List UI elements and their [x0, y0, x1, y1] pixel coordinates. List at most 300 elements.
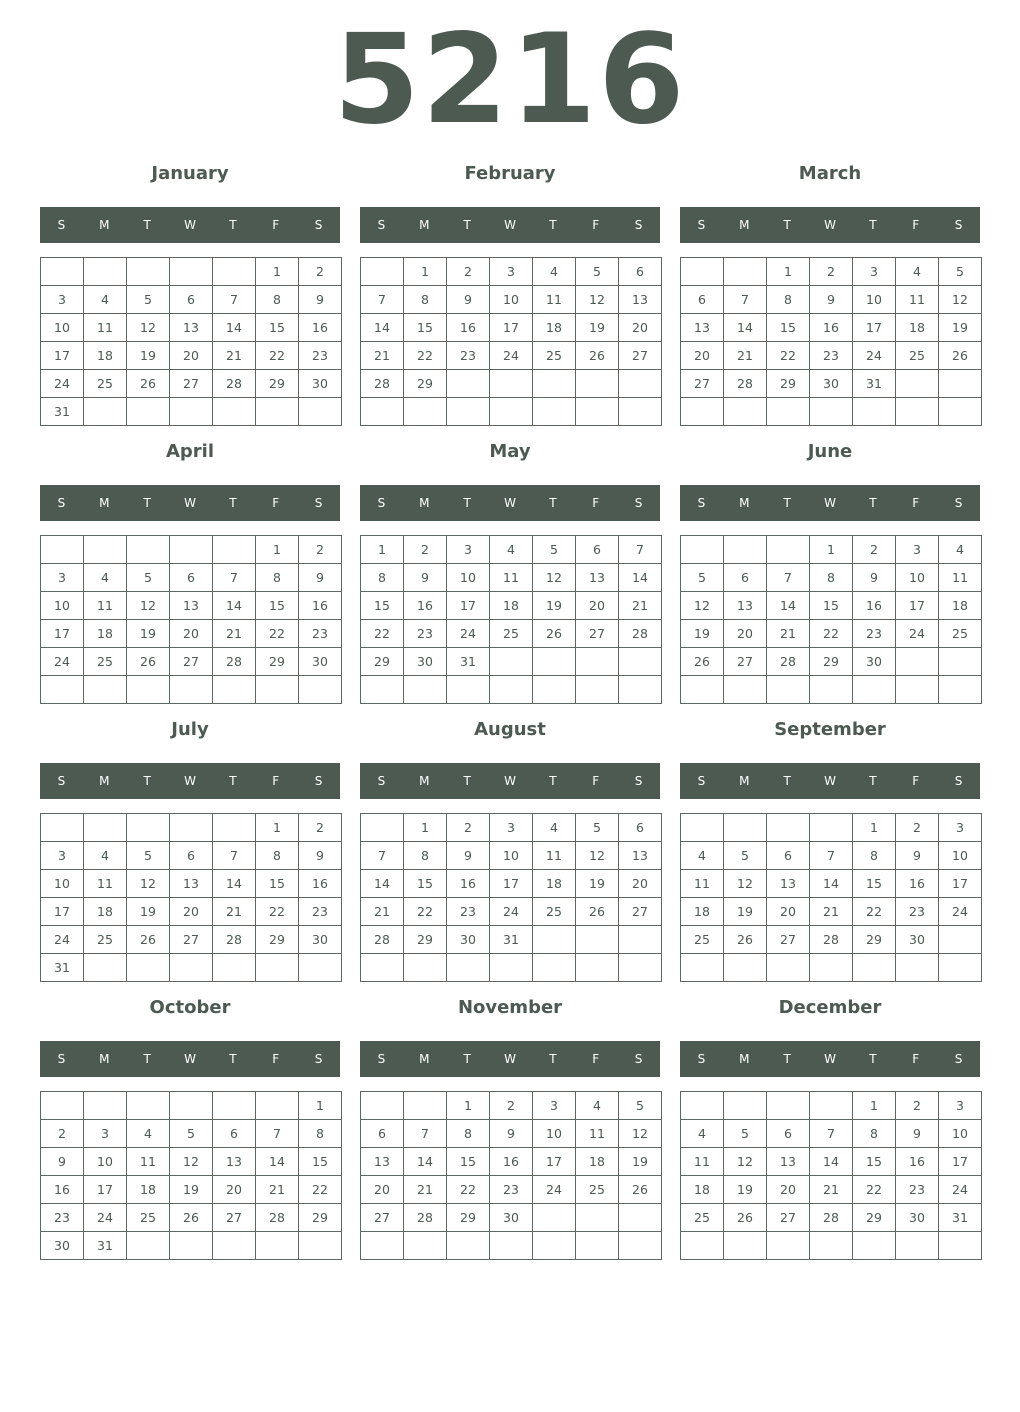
day-cell — [41, 814, 84, 842]
day-cell: 8 — [447, 1120, 490, 1148]
weekday-label: T — [783, 1052, 791, 1066]
day-cell: 5 — [576, 258, 619, 286]
week-row — [41, 648, 342, 676]
day-cell: 11 — [681, 870, 724, 898]
day-cell — [619, 926, 662, 954]
day-cell: 16 — [404, 592, 447, 620]
day-cell: 25 — [939, 620, 982, 648]
day-cell — [853, 676, 896, 704]
day-cell: 11 — [84, 870, 127, 898]
day-cell — [619, 1204, 662, 1232]
month-june — [680, 436, 980, 706]
day-cell: 20 — [170, 620, 213, 648]
day-cell: 24 — [939, 898, 982, 926]
weekday-label: T — [463, 1052, 471, 1066]
day-cell: 21 — [810, 898, 853, 926]
weekday-header — [680, 763, 980, 799]
week-row — [41, 926, 342, 954]
day-cell: 5 — [724, 1120, 767, 1148]
weekday-header — [680, 1041, 980, 1077]
day-cell: 7 — [404, 1120, 447, 1148]
day-cell: 20 — [576, 592, 619, 620]
day-grid — [680, 813, 982, 982]
day-cell — [810, 1092, 853, 1120]
day-cell: 7 — [619, 536, 662, 564]
month-april — [40, 436, 340, 706]
day-cell: 26 — [724, 1204, 767, 1232]
week-row — [41, 314, 342, 342]
day-cell — [84, 258, 127, 286]
week-row — [361, 398, 662, 426]
day-cell: 11 — [939, 564, 982, 592]
day-cell: 21 — [213, 620, 256, 648]
day-cell: 5 — [576, 814, 619, 842]
day-cell: 27 — [213, 1204, 256, 1232]
day-cell: 22 — [256, 342, 299, 370]
week-row — [681, 898, 982, 926]
month-title: January — [151, 163, 229, 184]
day-cell: 4 — [84, 286, 127, 314]
day-cell — [619, 370, 662, 398]
month-july — [40, 714, 340, 984]
day-cell: 22 — [256, 620, 299, 648]
month-january — [40, 158, 340, 428]
day-cell — [404, 676, 447, 704]
day-cell: 1 — [767, 258, 810, 286]
weekday-label: W — [824, 218, 836, 232]
day-cell: 7 — [361, 286, 404, 314]
day-cell: 30 — [853, 648, 896, 676]
day-cell — [681, 814, 724, 842]
weekday-label: F — [912, 774, 920, 788]
day-cell: 20 — [681, 342, 724, 370]
day-cell: 1 — [361, 536, 404, 564]
day-cell: 13 — [681, 314, 724, 342]
weekday-header — [360, 485, 660, 521]
day-cell — [853, 1232, 896, 1260]
day-cell: 24 — [533, 1176, 576, 1204]
day-cell: 20 — [619, 314, 662, 342]
day-cell — [896, 1232, 939, 1260]
day-cell: 11 — [127, 1148, 170, 1176]
day-cell: 7 — [810, 1120, 853, 1148]
day-cell: 22 — [299, 1176, 342, 1204]
day-cell: 13 — [619, 842, 662, 870]
day-cell: 9 — [299, 842, 342, 870]
month-title: June — [807, 441, 853, 462]
day-cell — [767, 1092, 810, 1120]
day-cell: 14 — [361, 314, 404, 342]
day-cell: 17 — [447, 592, 490, 620]
week-row — [41, 1232, 342, 1260]
day-cell: 17 — [896, 592, 939, 620]
day-cell: 15 — [256, 870, 299, 898]
day-cell — [619, 398, 662, 426]
day-cell: 4 — [533, 258, 576, 286]
day-cell — [213, 536, 256, 564]
day-cell: 2 — [299, 258, 342, 286]
day-cell: 6 — [724, 564, 767, 592]
day-cell — [490, 1232, 533, 1260]
day-grid — [680, 535, 982, 704]
day-cell: 15 — [810, 592, 853, 620]
day-cell: 28 — [810, 926, 853, 954]
weekday-label: M — [99, 1052, 110, 1066]
day-cell — [256, 1232, 299, 1260]
weekday-label: S — [697, 774, 706, 788]
day-cell: 3 — [41, 842, 84, 870]
week-row — [681, 676, 982, 704]
weekday-label: S — [697, 1052, 706, 1066]
day-cell: 15 — [361, 592, 404, 620]
day-cell — [447, 1232, 490, 1260]
day-cell: 27 — [170, 370, 213, 398]
weekday-label: T — [549, 496, 557, 510]
weekday-label: M — [419, 774, 430, 788]
day-cell — [213, 1232, 256, 1260]
weekday-label: S — [377, 1052, 386, 1066]
day-cell: 28 — [213, 370, 256, 398]
weekday-label: F — [592, 218, 600, 232]
day-grid — [360, 257, 662, 426]
day-cell: 6 — [170, 564, 213, 592]
day-cell: 26 — [724, 926, 767, 954]
week-row — [41, 954, 342, 982]
week-row — [681, 370, 982, 398]
weekday-label: F — [912, 218, 920, 232]
day-cell: 15 — [404, 314, 447, 342]
day-cell: 2 — [490, 1092, 533, 1120]
day-cell: 4 — [127, 1120, 170, 1148]
day-cell — [724, 814, 767, 842]
day-cell: 20 — [619, 870, 662, 898]
day-cell: 31 — [939, 1204, 982, 1232]
day-cell: 16 — [299, 592, 342, 620]
day-cell: 12 — [576, 842, 619, 870]
day-cell: 2 — [896, 814, 939, 842]
week-row — [361, 1120, 662, 1148]
day-cell: 22 — [767, 342, 810, 370]
day-cell: 9 — [896, 842, 939, 870]
day-cell: 17 — [84, 1176, 127, 1204]
day-cell: 23 — [447, 898, 490, 926]
week-row — [361, 814, 662, 842]
day-cell: 5 — [619, 1092, 662, 1120]
day-cell — [127, 1092, 170, 1120]
day-cell: 3 — [939, 814, 982, 842]
day-cell — [213, 1092, 256, 1120]
day-cell: 20 — [767, 898, 810, 926]
day-cell: 21 — [213, 898, 256, 926]
day-cell: 11 — [533, 286, 576, 314]
weekday-label: S — [314, 1052, 323, 1066]
day-cell: 28 — [213, 926, 256, 954]
day-cell: 29 — [853, 1204, 896, 1232]
week-row — [41, 564, 342, 592]
day-cell — [853, 398, 896, 426]
week-row — [681, 314, 982, 342]
day-cell: 26 — [681, 648, 724, 676]
day-cell: 8 — [256, 564, 299, 592]
day-cell: 8 — [361, 564, 404, 592]
day-cell: 31 — [84, 1232, 127, 1260]
weekday-label: F — [592, 1052, 600, 1066]
day-cell — [299, 1232, 342, 1260]
day-cell — [361, 1232, 404, 1260]
day-cell: 5 — [170, 1120, 213, 1148]
day-cell: 11 — [490, 564, 533, 592]
weekday-label: M — [419, 496, 430, 510]
weekday-label: F — [272, 496, 280, 510]
day-cell — [681, 954, 724, 982]
month-august — [360, 714, 660, 984]
day-cell: 8 — [404, 842, 447, 870]
day-cell — [619, 954, 662, 982]
day-cell: 11 — [681, 1148, 724, 1176]
day-cell: 3 — [896, 536, 939, 564]
day-cell — [41, 1092, 84, 1120]
day-cell — [853, 954, 896, 982]
day-cell — [810, 676, 853, 704]
day-cell: 29 — [853, 926, 896, 954]
week-row — [361, 870, 662, 898]
day-cell — [170, 1092, 213, 1120]
day-cell: 19 — [127, 342, 170, 370]
day-cell — [84, 398, 127, 426]
day-cell — [681, 1092, 724, 1120]
day-cell: 13 — [170, 592, 213, 620]
day-cell: 15 — [299, 1148, 342, 1176]
weekday-label: S — [57, 496, 66, 510]
day-cell: 29 — [404, 370, 447, 398]
day-cell — [619, 676, 662, 704]
day-cell: 4 — [533, 814, 576, 842]
day-cell: 24 — [447, 620, 490, 648]
day-cell: 5 — [127, 564, 170, 592]
day-cell — [576, 648, 619, 676]
day-cell: 21 — [619, 592, 662, 620]
day-cell: 3 — [939, 1092, 982, 1120]
day-cell: 21 — [767, 620, 810, 648]
day-cell: 27 — [576, 620, 619, 648]
weekday-label: F — [592, 496, 600, 510]
weekday-label: S — [634, 218, 643, 232]
day-cell: 2 — [447, 258, 490, 286]
weekday-label: F — [272, 1052, 280, 1066]
day-cell: 31 — [853, 370, 896, 398]
day-cell: 7 — [767, 564, 810, 592]
day-cell: 4 — [84, 842, 127, 870]
day-cell — [939, 648, 982, 676]
day-cell — [576, 398, 619, 426]
week-row — [681, 842, 982, 870]
day-cell: 8 — [256, 286, 299, 314]
day-cell — [404, 398, 447, 426]
week-row — [41, 286, 342, 314]
weekday-label: T — [783, 218, 791, 232]
day-cell: 9 — [896, 1120, 939, 1148]
day-cell — [896, 954, 939, 982]
day-cell: 5 — [533, 536, 576, 564]
day-cell — [576, 1204, 619, 1232]
day-cell: 1 — [853, 814, 896, 842]
day-cell — [41, 536, 84, 564]
day-cell — [447, 398, 490, 426]
week-row — [41, 842, 342, 870]
weekday-label: S — [697, 496, 706, 510]
day-cell — [724, 1092, 767, 1120]
day-cell: 12 — [724, 1148, 767, 1176]
day-grid — [680, 257, 982, 426]
day-cell: 17 — [939, 870, 982, 898]
day-grid — [680, 1091, 982, 1260]
day-cell: 6 — [619, 258, 662, 286]
week-row — [681, 870, 982, 898]
weekday-label: S — [377, 496, 386, 510]
weekday-label: F — [912, 1052, 920, 1066]
day-cell: 5 — [681, 564, 724, 592]
day-cell — [213, 814, 256, 842]
day-cell: 1 — [447, 1092, 490, 1120]
month-november — [360, 992, 660, 1262]
day-cell — [256, 398, 299, 426]
day-cell — [939, 398, 982, 426]
day-grid — [360, 535, 662, 704]
month-title: October — [149, 997, 231, 1018]
weekday-label: S — [697, 218, 706, 232]
day-cell: 3 — [490, 814, 533, 842]
day-cell: 1 — [256, 814, 299, 842]
day-cell — [447, 954, 490, 982]
week-row — [361, 592, 662, 620]
day-cell: 30 — [490, 1204, 533, 1232]
day-cell: 4 — [681, 1120, 724, 1148]
weekday-label: T — [143, 218, 151, 232]
day-cell: 17 — [41, 342, 84, 370]
day-cell — [447, 370, 490, 398]
day-cell: 18 — [681, 1176, 724, 1204]
day-cell: 30 — [447, 926, 490, 954]
day-cell: 9 — [447, 842, 490, 870]
day-cell: 4 — [490, 536, 533, 564]
week-row — [41, 870, 342, 898]
week-row — [361, 1176, 662, 1204]
day-cell: 1 — [256, 536, 299, 564]
day-cell: 14 — [810, 1148, 853, 1176]
day-cell: 6 — [361, 1120, 404, 1148]
day-cell: 13 — [767, 870, 810, 898]
day-cell: 22 — [853, 1176, 896, 1204]
weekday-label: F — [272, 218, 280, 232]
day-cell: 12 — [127, 870, 170, 898]
week-row — [681, 926, 982, 954]
day-cell: 26 — [170, 1204, 213, 1232]
day-cell: 9 — [41, 1148, 84, 1176]
day-grid — [40, 257, 342, 426]
day-cell: 13 — [170, 870, 213, 898]
day-cell: 28 — [619, 620, 662, 648]
day-cell: 1 — [810, 536, 853, 564]
day-cell — [533, 1232, 576, 1260]
week-row — [361, 314, 662, 342]
day-cell: 29 — [447, 1204, 490, 1232]
weekday-header — [360, 1041, 660, 1077]
day-cell: 18 — [533, 314, 576, 342]
day-cell — [41, 676, 84, 704]
year-title: 5216 — [333, 8, 687, 152]
day-cell: 6 — [213, 1120, 256, 1148]
day-cell: 14 — [724, 314, 767, 342]
day-cell: 3 — [84, 1120, 127, 1148]
day-cell: 2 — [810, 258, 853, 286]
day-cell: 10 — [41, 314, 84, 342]
day-cell — [724, 398, 767, 426]
day-cell: 18 — [84, 620, 127, 648]
week-row — [681, 536, 982, 564]
day-cell: 23 — [896, 1176, 939, 1204]
weekday-label: W — [184, 1052, 196, 1066]
day-cell: 30 — [810, 370, 853, 398]
day-cell: 12 — [724, 870, 767, 898]
day-cell: 27 — [619, 898, 662, 926]
week-row — [41, 258, 342, 286]
day-cell: 31 — [490, 926, 533, 954]
day-cell: 2 — [896, 1092, 939, 1120]
day-cell: 14 — [361, 870, 404, 898]
day-cell — [896, 648, 939, 676]
day-cell: 13 — [767, 1148, 810, 1176]
day-cell — [576, 926, 619, 954]
day-cell: 20 — [170, 898, 213, 926]
day-cell: 26 — [127, 370, 170, 398]
day-cell — [256, 1092, 299, 1120]
day-cell: 6 — [576, 536, 619, 564]
day-cell: 24 — [41, 370, 84, 398]
weekday-label: W — [824, 496, 836, 510]
day-cell — [213, 398, 256, 426]
week-row — [41, 1148, 342, 1176]
day-cell: 7 — [724, 286, 767, 314]
day-cell: 10 — [41, 870, 84, 898]
day-cell: 27 — [724, 648, 767, 676]
day-cell: 14 — [213, 592, 256, 620]
day-cell — [170, 1232, 213, 1260]
week-row — [681, 1176, 982, 1204]
day-cell: 26 — [533, 620, 576, 648]
week-row — [41, 814, 342, 842]
weekday-label: T — [783, 774, 791, 788]
day-cell: 19 — [724, 898, 767, 926]
day-cell — [576, 676, 619, 704]
day-cell: 8 — [853, 1120, 896, 1148]
month-title: September — [774, 719, 886, 740]
day-cell: 6 — [619, 814, 662, 842]
day-cell — [127, 1232, 170, 1260]
day-cell: 25 — [681, 926, 724, 954]
day-cell — [361, 676, 404, 704]
weekday-label: S — [314, 496, 323, 510]
day-cell: 17 — [41, 620, 84, 648]
day-cell: 24 — [939, 1176, 982, 1204]
day-cell: 7 — [256, 1120, 299, 1148]
weekday-label: M — [419, 218, 430, 232]
day-cell: 13 — [213, 1148, 256, 1176]
day-cell — [170, 258, 213, 286]
week-row — [361, 1148, 662, 1176]
day-cell: 19 — [724, 1176, 767, 1204]
day-cell: 25 — [896, 342, 939, 370]
day-cell — [490, 370, 533, 398]
